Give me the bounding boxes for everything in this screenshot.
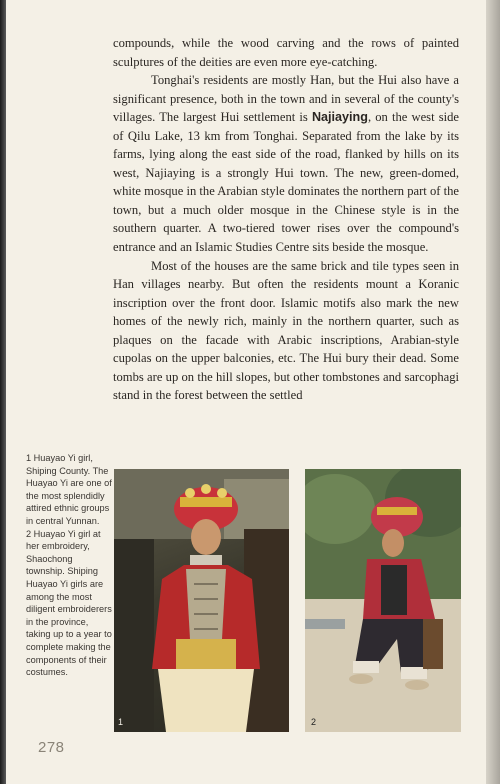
photo-1-illustration [114, 469, 289, 732]
page-edge [486, 0, 500, 784]
paragraph-2-text-start: Tonghai's residents are mostly Han, but the Hui also have a significant presence, both in the town and in several of the county's villages. The largest Hui settlement is [113, 73, 459, 125]
page-number: 278 [38, 739, 65, 756]
main-text-column [113, 34, 459, 405]
photo-2-illustration [305, 469, 461, 732]
place-name-najiaying: Najiaying [311, 110, 368, 125]
photo-huayao-yi-embroidery [305, 469, 461, 732]
paragraph-1: compounds, while the wood carving and the rows of painted sculptures of the deities are even more eye-catching. [113, 36, 459, 69]
paragraph-3: Most of the houses are the same brick and tile types seen in Han villages nearby. But often the residents mount a Koranic inscription over the front door. Islamic motifs also mark the new homes of the newly rich, mainly in the northern quarter, such as plaques on the facade with Arabic inscriptions, Arabian-style cupolas on the upper balconies, etc. The Hui bury their dead. Some tombs are up on the hill slopes, but other tombstones and sarcophagi stand in the forest between the settled [113, 258, 459, 403]
caption-item-1: 1 Huayao Yi girl, Shiping County. The Huayao Yi are one of the most splendidly attired ethnic groups in central Yunnan. [26, 453, 112, 526]
photo-2-number: 2 [311, 717, 317, 727]
book-spine-shadow [0, 0, 6, 784]
caption-item-2: 2 Huayao Yi girl at her embroidery, Shaochong township. Shiping Huayao Yi girls are among the most diligent embroiderers in the province, taking up to a year to complete making the components of their costumes. [26, 528, 112, 678]
paragraph-2-text-end: , on the west side of Qilu Lake, 13 km from Tonghai. Separated from the lake by its farms, lying along the east side of the road, flanked by hills on its west, Najiaying is a strongly Hui town. The new, green-domed, white mosque in the Arabian style dominates the northern part of the town, but a much older mosque in the Chinese style is in the southern quarter. A two-tiered tower rises over the compound's entrance and an Islamic Studies Centre sits beside the mosque. [113, 110, 460, 255]
photo-1-number: 1 [118, 717, 124, 727]
photo-huayao-yi-girl [114, 469, 289, 732]
photo-caption [26, 452, 112, 679]
paragraph-2 [113, 71, 459, 256]
